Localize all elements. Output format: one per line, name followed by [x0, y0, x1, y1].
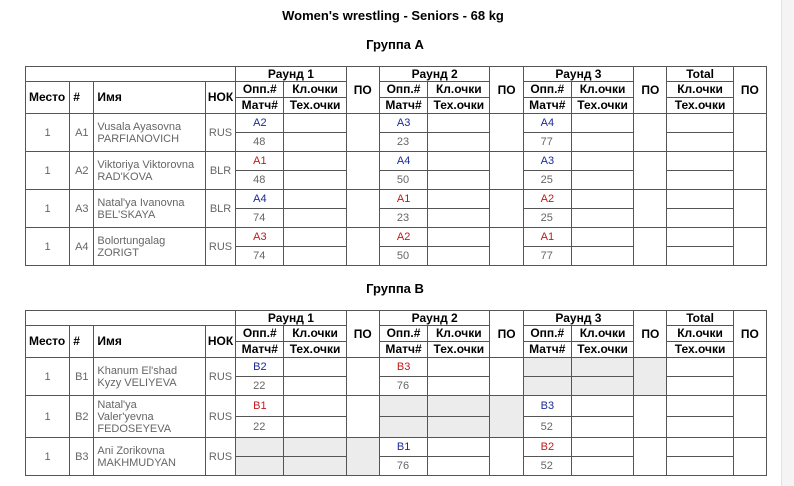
athlete-row — [26, 396, 767, 417]
match-number: 52 — [523, 457, 571, 476]
header-po-1: ПО — [346, 67, 379, 114]
athlete-row — [26, 114, 767, 133]
opponent-number: A4 — [523, 114, 571, 133]
athlete-number: A3 — [70, 190, 94, 228]
technical-points — [571, 209, 633, 228]
total-po — [733, 396, 766, 438]
header-num: # — [70, 326, 94, 358]
total-po — [733, 358, 766, 396]
technical-points — [284, 171, 346, 190]
athlete-row — [26, 438, 767, 457]
no-bout-cell — [571, 377, 633, 396]
match-number: 23 — [379, 209, 427, 228]
round-po — [346, 152, 379, 190]
header-place: Место — [26, 326, 70, 358]
athlete-place: 1 — [26, 438, 70, 476]
header-total: Total — [667, 311, 733, 326]
opponent-number: A2 — [523, 190, 571, 209]
athlete-number: A4 — [70, 228, 94, 266]
header-po-3: ПО — [634, 311, 667, 358]
header-total-tp: Тех.очки — [667, 342, 733, 358]
no-bout-cell — [236, 438, 284, 457]
header-cp: Кл.очки — [284, 326, 346, 342]
header-po-1: ПО — [346, 311, 379, 358]
athlete-place: 1 — [26, 152, 70, 190]
total-technical-points — [667, 377, 733, 396]
round-po — [490, 190, 523, 228]
total-po — [733, 228, 766, 266]
opponent-number: B1 — [379, 438, 427, 457]
total-classification-points — [667, 114, 733, 133]
round-po — [634, 152, 667, 190]
total-technical-points — [667, 457, 733, 476]
total-po — [733, 190, 766, 228]
technical-points — [284, 247, 346, 266]
athlete-name — [94, 152, 206, 190]
athlete-number: B2 — [70, 396, 94, 438]
page-title: Women's wrestling - Seniors - 68 kg — [282, 8, 504, 23]
header-po-total: ПО — [733, 67, 766, 114]
header-po-total: ПО — [733, 311, 766, 358]
round-po — [346, 358, 379, 396]
match-number: 50 — [379, 247, 427, 266]
header-blank — [26, 311, 236, 326]
athlete-place: 1 — [26, 114, 70, 152]
round-po — [346, 228, 379, 266]
total-po — [733, 114, 766, 152]
total-classification-points — [667, 190, 733, 209]
match-number: 77 — [523, 133, 571, 152]
athlete-name-line: Bolortungalag — [97, 234, 166, 247]
match-number: 25 — [523, 171, 571, 190]
header-round-3: Раунд 3 — [523, 311, 634, 326]
technical-points — [428, 457, 490, 476]
match-number: 74 — [236, 247, 284, 266]
header-cp: Кл.очки — [428, 326, 490, 342]
athlete-name-line: Vusala Ayasovna — [97, 120, 182, 133]
round-po — [634, 190, 667, 228]
header-name: Имя — [94, 82, 206, 114]
header-tp: Тех.очки — [428, 98, 490, 114]
athlete-name — [94, 358, 206, 396]
header-num: # — [70, 82, 94, 114]
athlete-noc: RUS — [205, 228, 235, 266]
classification-points — [571, 438, 633, 457]
header-match: Матч# — [379, 98, 427, 114]
total-classification-points — [667, 438, 733, 457]
athlete-place: 1 — [26, 228, 70, 266]
round-po — [490, 152, 523, 190]
match-number: 50 — [379, 171, 427, 190]
technical-points — [428, 209, 490, 228]
round-po — [634, 228, 667, 266]
no-bout-cell — [523, 377, 571, 396]
technical-points — [428, 247, 490, 266]
header-cp: Кл.очки — [571, 82, 633, 98]
header-opp: Опп.# — [236, 82, 284, 98]
total-classification-points — [667, 396, 733, 417]
header-opp: Опп.# — [236, 326, 284, 342]
opponent-number: A1 — [379, 190, 427, 209]
opponent-number: A3 — [523, 152, 571, 171]
classification-points — [428, 358, 490, 377]
round-po — [346, 396, 379, 438]
athlete-name — [94, 438, 206, 476]
athlete-name-line: BEL'SKAYA — [97, 208, 156, 221]
header-round-2: Раунд 2 — [379, 311, 490, 326]
match-number: 23 — [379, 133, 427, 152]
athlete-name-line: Kyzy VELIYEVA — [97, 376, 177, 389]
group-a-title: Группа А — [366, 37, 424, 52]
round-po — [634, 114, 667, 152]
match-number: 76 — [379, 457, 427, 476]
group-b-title: Группа В — [366, 281, 424, 296]
athlete-noc: RUS — [205, 358, 235, 396]
athlete-row — [26, 358, 767, 377]
athlete-noc: RUS — [205, 438, 235, 476]
technical-points — [571, 417, 633, 438]
header-noc: НОК — [205, 326, 235, 358]
opponent-number: B3 — [523, 396, 571, 417]
no-bout-cell — [284, 438, 346, 457]
opponent-number: B3 — [379, 358, 427, 377]
header-match: Матч# — [523, 98, 571, 114]
header-opp: Опп.# — [523, 82, 571, 98]
athlete-row — [26, 190, 767, 209]
classification-points — [428, 438, 490, 457]
total-classification-points — [667, 358, 733, 377]
technical-points — [571, 133, 633, 152]
athlete-name — [94, 228, 206, 266]
athlete-noc: BLR — [205, 152, 235, 190]
athlete-number: A1 — [70, 114, 94, 152]
no-bout-cell — [428, 396, 490, 417]
athlete-noc: RUS — [205, 396, 235, 438]
header-blank — [26, 67, 236, 82]
header-match: Матч# — [379, 342, 427, 358]
opponent-number: A3 — [379, 114, 427, 133]
no-bout-po — [634, 358, 667, 396]
group-b-table — [25, 310, 767, 476]
technical-points — [428, 133, 490, 152]
match-number: 48 — [236, 171, 284, 190]
round-po — [346, 114, 379, 152]
no-bout-cell — [571, 358, 633, 377]
technical-points — [284, 377, 346, 396]
classification-points — [284, 190, 346, 209]
no-bout-cell — [236, 457, 284, 476]
classification-points — [428, 190, 490, 209]
athlete-name-line: MAKHMUDYAN — [97, 456, 176, 469]
athlete-name — [94, 396, 206, 438]
technical-points — [284, 209, 346, 228]
header-tp: Тех.очки — [571, 98, 633, 114]
athlete-noc: RUS — [205, 114, 235, 152]
no-bout-po — [490, 396, 523, 438]
athlete-name-line: Natal'ya — [97, 398, 137, 411]
header-tp: Тех.очки — [571, 342, 633, 358]
match-number: 76 — [379, 377, 427, 396]
technical-points — [571, 171, 633, 190]
total-technical-points — [667, 171, 733, 190]
round-po — [634, 396, 667, 438]
header-opp: Опп.# — [523, 326, 571, 342]
athlete-number: B1 — [70, 358, 94, 396]
opponent-number: B2 — [523, 438, 571, 457]
header-total-cp: Кл.очки — [667, 326, 733, 342]
classification-points — [284, 114, 346, 133]
total-classification-points — [667, 152, 733, 171]
header-match: Матч# — [236, 98, 284, 114]
athlete-name-line: RAD'KOVA — [97, 170, 153, 183]
header-cp: Кл.очки — [284, 82, 346, 98]
round-po — [634, 438, 667, 476]
opponent-number: A4 — [379, 152, 427, 171]
classification-points — [284, 152, 346, 171]
athlete-place: 1 — [26, 190, 70, 228]
technical-points — [571, 457, 633, 476]
opponent-number: B2 — [236, 358, 284, 377]
technical-points — [284, 133, 346, 152]
classification-points — [571, 396, 633, 417]
technical-points — [284, 417, 346, 438]
total-po — [733, 152, 766, 190]
athlete-row — [26, 228, 767, 247]
match-number: 25 — [523, 209, 571, 228]
technical-points — [428, 377, 490, 396]
header-cp: Кл.очки — [428, 82, 490, 98]
classification-points — [284, 228, 346, 247]
total-po — [733, 438, 766, 476]
athlete-name-line: ZORIGT — [97, 246, 139, 259]
athlete-name-line: Natal'ya Ivanovna — [97, 196, 185, 209]
athlete-name-line: Viktoriya Viktorovna — [97, 158, 195, 171]
total-technical-points — [667, 133, 733, 152]
total-technical-points — [667, 209, 733, 228]
opponent-number: A1 — [523, 228, 571, 247]
header-total-tp: Тех.очки — [667, 98, 733, 114]
athlete-number: A2 — [70, 152, 94, 190]
match-number: 52 — [523, 417, 571, 438]
opponent-number: A2 — [379, 228, 427, 247]
classification-points — [571, 228, 633, 247]
header-total-cp: Кл.очки — [667, 82, 733, 98]
opponent-number: A3 — [236, 228, 284, 247]
header-cp: Кл.очки — [571, 326, 633, 342]
athlete-row — [26, 152, 767, 171]
header-po-2: ПО — [490, 311, 523, 358]
no-bout-cell — [523, 358, 571, 377]
athlete-name — [94, 190, 206, 228]
round-po — [490, 114, 523, 152]
header-noc: НОК — [205, 82, 235, 114]
athlete-name-line: Valer'yevna — [97, 410, 154, 423]
header-opp: Опп.# — [379, 82, 427, 98]
round-po — [490, 438, 523, 476]
classification-points — [284, 358, 346, 377]
header-round-1: Раунд 1 — [236, 311, 347, 326]
round-po — [490, 228, 523, 266]
header-po-2: ПО — [490, 67, 523, 114]
header-tp: Тех.очки — [284, 342, 346, 358]
header-total: Total — [667, 67, 733, 82]
athlete-name-line: FEDOSEYEVA — [97, 422, 172, 435]
group-a-table — [25, 66, 767, 266]
window-edge — [781, 0, 794, 486]
classification-points — [428, 228, 490, 247]
opponent-number: B1 — [236, 396, 284, 417]
total-technical-points — [667, 247, 733, 266]
technical-points — [571, 247, 633, 266]
header-round-1: Раунд 1 — [236, 67, 347, 82]
total-classification-points — [667, 228, 733, 247]
athlete-name-line: PARFIANOVICH — [97, 132, 180, 145]
athlete-number: B3 — [70, 438, 94, 476]
opponent-number: A2 — [236, 114, 284, 133]
no-bout-cell — [284, 457, 346, 476]
header-match: Матч# — [236, 342, 284, 358]
no-bout-cell — [428, 417, 490, 438]
no-bout-cell — [379, 417, 427, 438]
header-round-2: Раунд 2 — [379, 67, 490, 82]
athlete-name-line: Ani Zorikovna — [97, 444, 165, 457]
header-name: Имя — [94, 326, 206, 358]
round-po — [346, 190, 379, 228]
match-number: 77 — [523, 247, 571, 266]
header-tp: Тех.очки — [284, 98, 346, 114]
match-number: 74 — [236, 209, 284, 228]
classification-points — [571, 152, 633, 171]
classification-points — [571, 190, 633, 209]
header-tp: Тех.очки — [428, 342, 490, 358]
opponent-number: A1 — [236, 152, 284, 171]
header-po-3: ПО — [634, 67, 667, 114]
opponent-number: A4 — [236, 190, 284, 209]
athlete-place: 1 — [26, 396, 70, 438]
match-number: 48 — [236, 133, 284, 152]
technical-points — [428, 171, 490, 190]
header-match: Матч# — [523, 342, 571, 358]
match-number: 22 — [236, 377, 284, 396]
athlete-place: 1 — [26, 358, 70, 396]
classification-points — [428, 114, 490, 133]
header-opp: Опп.# — [379, 326, 427, 342]
classification-points — [571, 114, 633, 133]
athlete-name — [94, 114, 206, 152]
classification-points — [428, 152, 490, 171]
athlete-name-line: Khanum El'shad — [97, 364, 178, 377]
header-round-3: Раунд 3 — [523, 67, 634, 82]
no-bout-po — [346, 438, 379, 476]
athlete-noc: BLR — [205, 190, 235, 228]
classification-points — [284, 396, 346, 417]
no-bout-cell — [379, 396, 427, 417]
round-po — [490, 358, 523, 396]
header-place: Место — [26, 82, 70, 114]
total-technical-points — [667, 417, 733, 438]
match-number: 22 — [236, 417, 284, 438]
